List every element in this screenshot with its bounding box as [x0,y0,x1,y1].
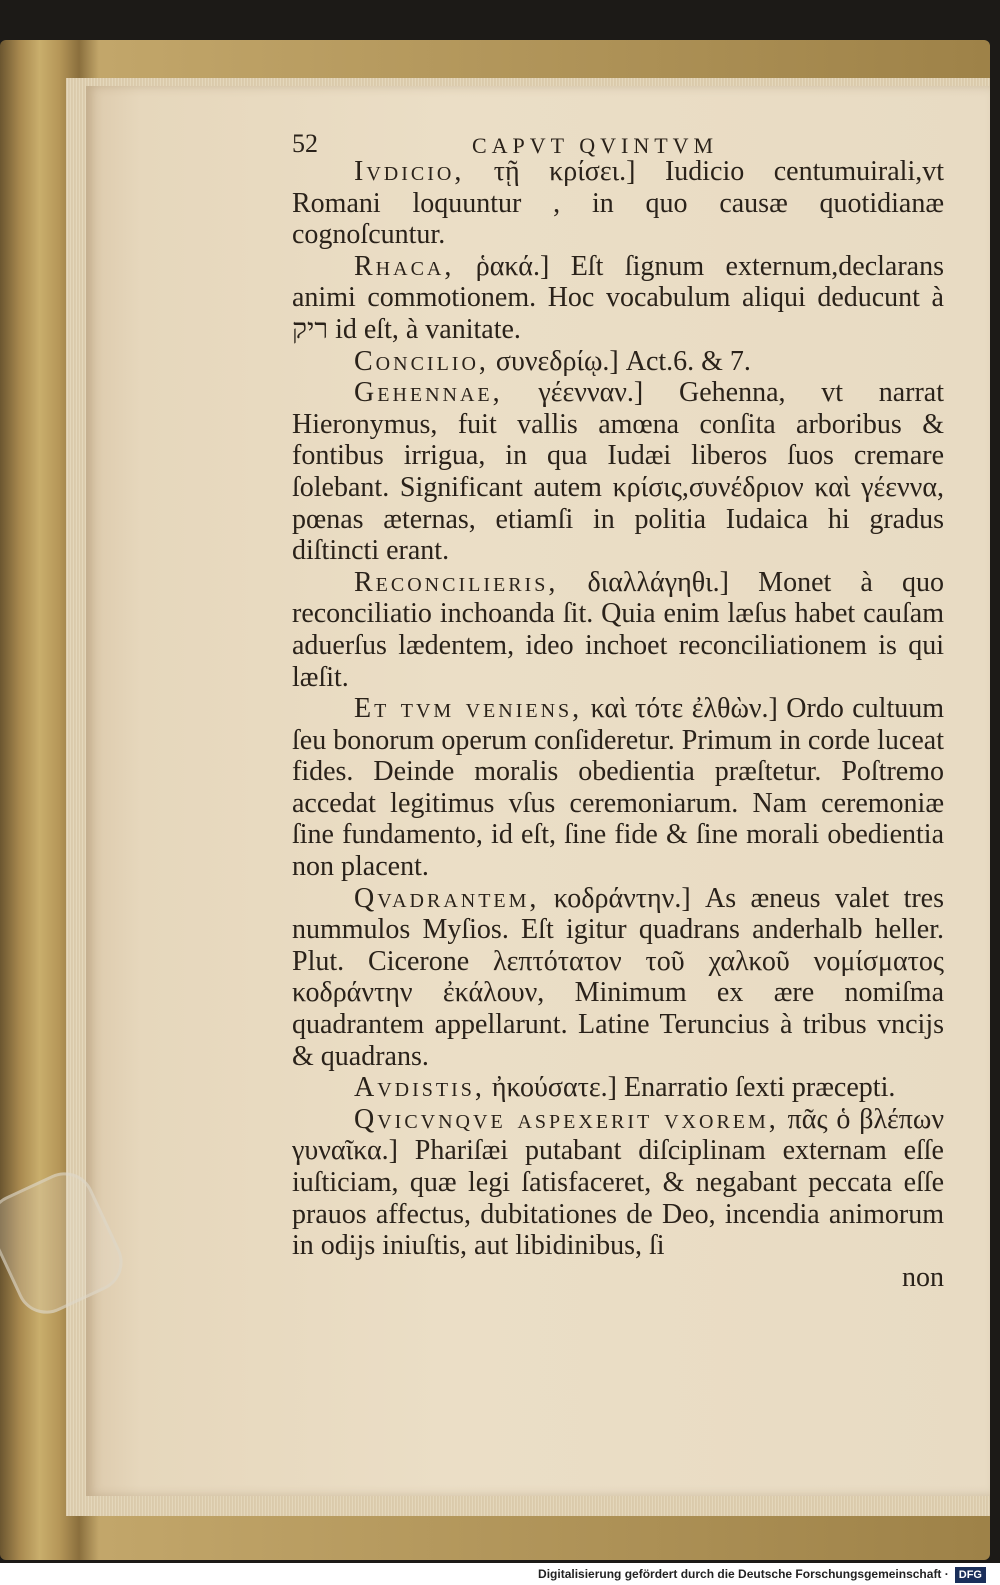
entry-reconcilieris [292,567,944,693]
greek-lemma: ἠκούσατε.] [491,1072,617,1104]
entry-iudicio [292,156,944,251]
commentary: Eſt ſignum externum,declarans animi commotionem. Hoc vocabulum aliqui deducunt à ריק id eſt, à vanitate. [292,250,944,345]
greek-lemma: γέενναν.] [538,377,644,409]
entry-quicunque [292,1104,944,1262]
lemma: Qvicvnqve aspexerit vxorem, [354,1103,779,1135]
greek-lemma: συνεδρίῳ.] [495,345,619,377]
dfg-logo: DFG [955,1567,986,1583]
entry-concilio [292,346,944,378]
commentary: Phariſæi putabant diſciplinam externam eſſe iuſticiam, quæ legi ſatisfaceret, & negabant peccata eſſe prauos affectus, dubitationes de Deo, incendia animorum in odijs iniuſtis, aut libidinibus, ſi [292,1135,944,1262]
commentary: Act.6. & 7. [618,345,751,377]
lemma: Et tvm veniens, [354,693,583,725]
commentary: Iudicio centumuirali,vt Romani loquuntur , in quo causæ quotidianæ cognoſcuntur. [292,156,945,251]
entry-rhaca [292,251,944,346]
page-number: 52 [292,129,318,158]
greek-lemma: τῇ κρίσει.] [493,156,636,187]
lemma: Rhaca, [354,250,455,282]
digitization-footer [0,1563,1000,1585]
entry-quadrantem [292,883,944,1073]
entry-et-tum-veniens [292,693,944,883]
lemma: Avdistis, [354,1072,485,1104]
commentary: As æneus valet tres nummulos Myſios. Eſt igitur quadrans anderhalb heller. Plut. Cicerone λεπτότατον τοῦ χαλκοῦ νομίσματος κοδράντην ἐκάλουν, Minimum ex ære nomiſma quadrantem appellarunt. Latine Teruncius à tribus vncijs & quadrans. [292,882,945,1072]
greek-lemma: διαλλάγηθι.] [587,566,730,598]
lemma: Concilio, [354,345,489,377]
greek-lemma: κοδράντην.] [553,882,691,914]
greek-lemma: καὶ τότε ἐλθὼν.] [590,693,778,725]
lemma: Gehennae, [354,377,503,409]
entry-gehennae [292,377,944,567]
lemma: Reconcilieris, [354,566,559,598]
page-header [292,124,944,156]
commentary: Monet à quo reconciliatio inchoanda ſit. Quia enim læſus habet cauſam aduerſus lædentem, ideo inchoet reconciliationem is qui læſit. [292,566,945,693]
page-text [292,124,944,1293]
greek-lemma: ῥακά.] [475,250,550,282]
commentary: Ordo cultuum ſeu bonorum operum conſideretur. Primum in corde luceat fides. Deinde moralis obedientia præſtetur. Poſtremo accedat legitimus vſus ceremoniarum. Nam ceremoniæ ſine fundamento, id eſt, ſine fide & ſine morali obedientia non placent. [292,693,945,883]
running-title: CAPVT QVINTVM [472,133,719,158]
lemma: Qvadrantem, [354,882,540,914]
footer-credit: Digitalisierung gefördert durch die Deutsche Forschungsgemeinschaft · [538,1567,949,1581]
entry-audistis [292,1072,944,1104]
catchword: non [902,1261,944,1293]
commentary: Gehenna, vt narrat Hieronymus, fuit vallis amœna conſita arboribus & fontibus irrigua, in qua Iudæi liberos ſuos cremare ſolebant. Significant autem κρίσις,συνέδριον καὶ γέεννα, pœnas æternas, etiamſi in politia Iudaica hi gradus diſtincti erant. [292,377,944,567]
commentary: Enarratio ſexti præcepti. [617,1072,896,1104]
greek-lemma: πᾶς ὁ βλέπων γυναῖκα.] [292,1103,945,1167]
lemma: Ivdicio, [354,156,465,187]
